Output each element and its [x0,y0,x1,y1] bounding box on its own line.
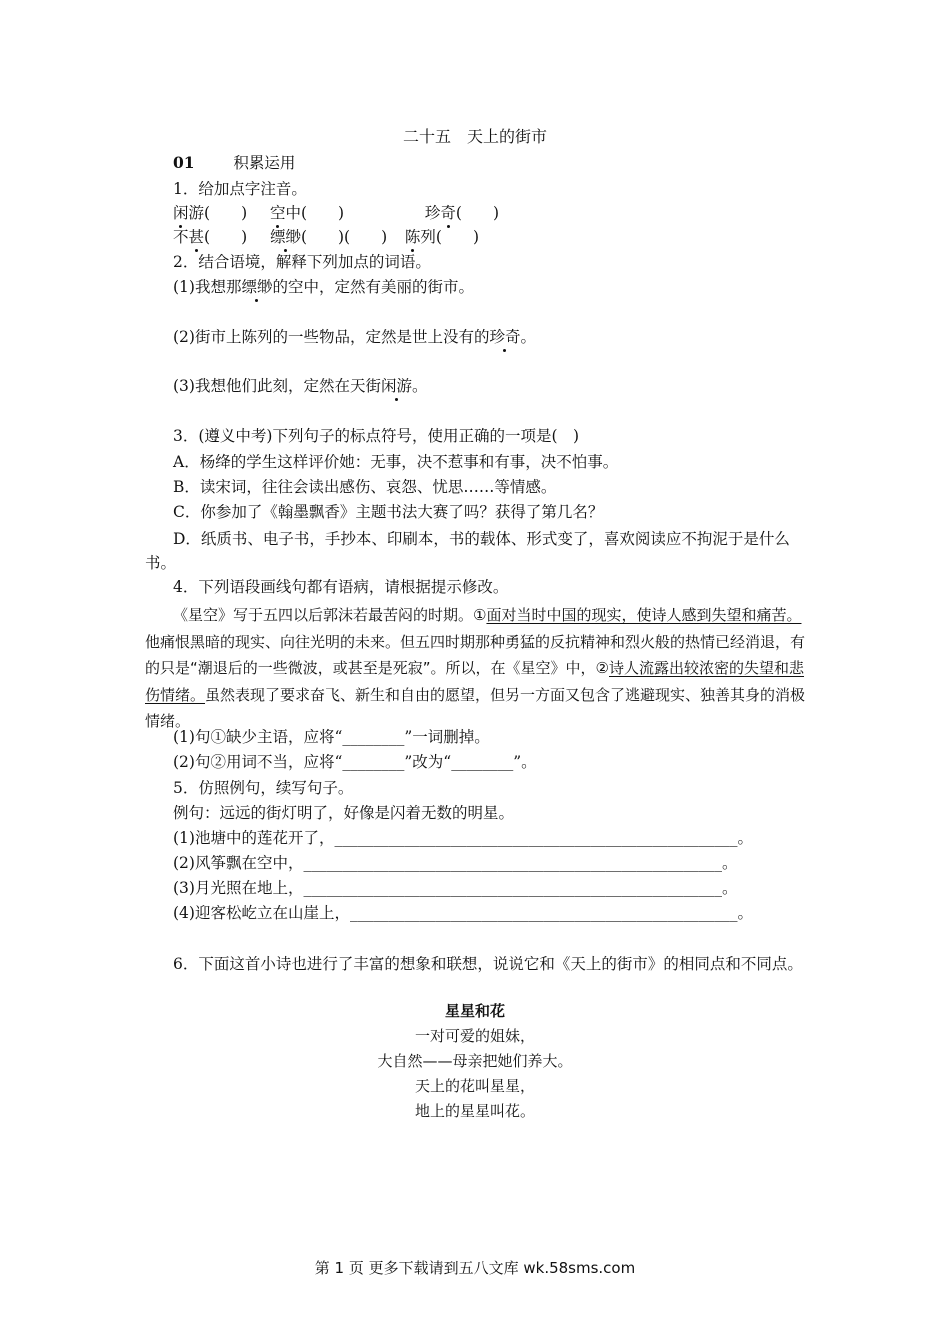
page-footer: 第 1 页 更多下载请到五八文库 wk.58sms.com [314,1259,636,1277]
section-number: 01 [173,153,195,172]
q3-option-a: A．杨绛的学生这样评价她：无事，决不惹事和有事，决不怕事。 [173,453,619,471]
q5-item-4: (4)迎客松屹立在山崖上，__________________________________________________。 [173,904,753,922]
q1-item: 珍奇( ) [424,204,500,222]
q1-item: 闲游( ) [173,204,248,222]
dotted-char: 缥缈 [269,228,301,246]
poem-line-3: 天上的花叫星星， [414,1077,535,1095]
poem-line-2: 大自然——母亲把她们养大。 [377,1052,573,1070]
dotted-word: 闲游 [380,377,412,395]
underlined-sentence-2: 诗人流露出较浓密的失望和悲伤情绪。 [145,659,805,704]
q3-option-d: D．纸质书、电子书，手抄本、印刷本，书的载体、形式变了，喜欢阅读应不拘泥于是什么书。 [145,530,790,572]
poem-title: 星星和花 [444,1002,505,1020]
q3-option-b: B．读宋词，往往会读出感伤、哀怨、忧思……等情感。 [173,478,557,496]
section-header [173,153,813,173]
dotted-word: 珍奇 [489,328,521,346]
poem-line-1: 一对可爱的姐妹， [414,1027,535,1045]
q6-label: 6．下面这首小诗也进行了丰富的想象和联想，说说它和《天上的街市》的相同点和不同点。 [173,955,803,973]
dotted-char: 空 [269,204,286,222]
q1-row-2 [173,227,813,247]
q2-item-2: (2)街市上陈列的一些物品，定然是世上没有的珍奇。 [173,328,536,346]
dotted-word: 缥缈 [241,278,273,296]
q4-passage: 《星空》写于五四以后郭沫若最苦闷的时期。①面对当时中国的现实，使诗人感到失望和痛苦。他痛恨黑暗的现实、向往光明的未来。但五四时期那种勇猛的反抗精神和烈火般的热情已经消退，有的只是“潮退后的一些微波，或甚至是死寂”。所以，在《星空》中，②诗人流露出较浓密的失望和悲伤情绪。虽然表现了要求奋飞、新生和自由的愿望，但另一方面又包含了逃避现实、独善其身的消极情绪。 [145,606,806,730]
q1-item: 缥缈( )( ) [269,228,388,246]
q2-item-3: (3)我想他们此刻，定然在天街闲游。 [173,377,428,395]
q5-item-1: (1)池塘中的莲花开了，____________________________________________________。 [173,829,753,847]
dotted-char: 奇 [440,204,456,222]
q4-label: 4．下列语段画线句都有语病，请根据提示修改。 [173,578,509,596]
dotted-char: 陈 [404,228,421,246]
q2-label: 2．结合语境，解释下列加点的词语。 [173,253,431,271]
q3-option-c: C．你参加了《翰墨飘香》主题书法大赛了吗？获得了第几名？ [173,503,604,521]
underlined-sentence-1: 面对当时中国的现实，使诗人感到失望和痛苦。 [486,606,802,624]
dotted-char: 甚 [188,228,205,246]
q5-item-2: (2)风筝飘在空中，______________________________________________________。 [173,854,738,872]
q4-fix-1: (1)句①缺少主语，应将“________”一词删掉。 [173,728,490,746]
q5-example: 例句：远远的街灯明了，好像是闪着无数的明星。 [173,804,515,822]
q3-label: 3．(遵义中考)下列句子的标点符号，使用正确的一项是( ) [173,427,580,445]
q1-row-1 [173,203,813,223]
q2-item-1: (1)我想那缥缈的空中，定然有美丽的街市。 [173,278,474,296]
dotted-char: 闲 [173,204,189,222]
q5-item-3: (3)月光照在地上，______________________________________________________。 [173,879,738,897]
q5-label: 5．仿照例句，续写句子。 [173,779,354,797]
page-title: 二十五 天上的街市 [402,127,547,146]
q1-item: 空中( ) [269,204,345,222]
section-name: 积累运用 [233,154,296,172]
q1-item: 不甚( ) [173,228,248,246]
q1-item: 陈列( ) [404,228,479,246]
q4-fix-2: (2)句②用词不当，应将“________”改为“________”。 [173,753,537,771]
poem-line-4: 地上的星星叫花。 [414,1102,535,1120]
q1-label: 1．给加点字注音。 [173,180,307,198]
